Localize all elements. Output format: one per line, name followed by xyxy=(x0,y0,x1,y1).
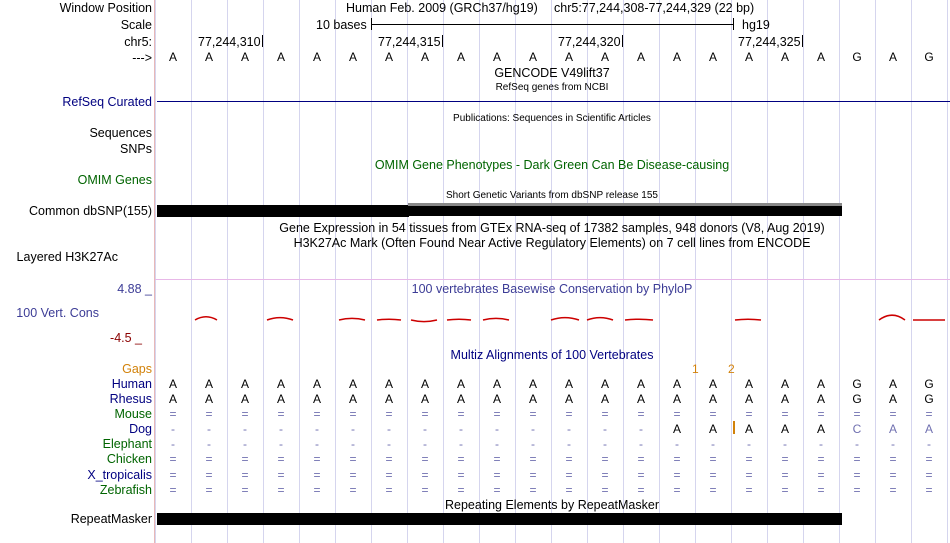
alignment-base: A xyxy=(780,422,789,436)
alignment-base: - xyxy=(567,437,571,451)
alignment-base: = xyxy=(889,468,897,482)
base-letter[interactable]: A xyxy=(348,50,357,64)
alignment-base: - xyxy=(495,422,499,436)
scale-bar xyxy=(371,24,734,25)
alignment-base: = xyxy=(385,407,393,421)
alignment-base: = xyxy=(385,483,393,497)
alignment-base: = xyxy=(745,483,753,497)
alignment-base: = xyxy=(421,452,429,466)
conservation-segment xyxy=(735,319,761,320)
alignment-base: = xyxy=(673,468,681,482)
species-label[interactable]: Zebrafish xyxy=(99,483,152,497)
alignment-base: = xyxy=(601,483,609,497)
alignment-base: = xyxy=(349,468,357,482)
alignment-base: - xyxy=(567,422,571,436)
alignment-base: A xyxy=(816,392,825,406)
alignment-base: A xyxy=(528,392,537,406)
coordinate-label: 77,244,325 xyxy=(738,35,801,49)
alignment-base: = xyxy=(709,407,717,421)
base-letter[interactable]: A xyxy=(456,50,465,64)
alignment-base: = xyxy=(745,407,753,421)
alignment-base: - xyxy=(495,437,499,451)
track-label-conservation[interactable]: 100 Vert. Cons xyxy=(16,306,99,320)
track-label-gaps[interactable]: Gaps xyxy=(122,362,152,376)
track-label-dbsnp[interactable]: Common dbSNP(155) xyxy=(29,204,152,218)
alignment-base: = xyxy=(421,407,429,421)
alignment-base: A xyxy=(672,377,681,391)
base-letter[interactable]: A xyxy=(168,50,177,64)
alignment-base: = xyxy=(889,407,897,421)
alignment-base: A xyxy=(888,422,897,436)
alignment-base: = xyxy=(349,452,357,466)
alignment-base: = xyxy=(745,452,753,466)
alignment-base: - xyxy=(351,422,355,436)
alignment-base: = xyxy=(781,452,789,466)
base-letter[interactable]: A xyxy=(276,50,285,64)
alignment-base: = xyxy=(169,407,177,421)
conservation-segment xyxy=(411,320,437,322)
h3k27ac-title[interactable]: H3K27Ac Mark (Often Found Near Active Regulatory Elements) on 7 cell lines from ENCODE xyxy=(293,236,811,250)
track-label-sequences[interactable]: Sequences xyxy=(89,126,152,140)
repeatmasker-feature-bar[interactable] xyxy=(157,513,842,525)
conservation-segment xyxy=(483,318,509,320)
coordinate-tick xyxy=(622,35,623,47)
alignment-base: = xyxy=(205,407,213,421)
alignment-base: - xyxy=(387,422,391,436)
alignment-base: = xyxy=(241,407,249,421)
conservation-segment xyxy=(195,317,217,320)
track-label-h3k27ac[interactable]: Layered H3K27Ac xyxy=(16,250,118,264)
alignment-base: = xyxy=(889,483,897,497)
alignment-base: = xyxy=(637,468,645,482)
alignment-base: = xyxy=(565,452,573,466)
conservation-segment xyxy=(879,315,905,320)
alignment-base: - xyxy=(459,437,463,451)
assembly-text: Human Feb. 2009 (GRCh37/hg19) xyxy=(346,1,538,15)
alignment-base: A xyxy=(204,392,213,406)
species-label[interactable]: Chicken xyxy=(106,452,152,466)
alignment-base: = xyxy=(205,468,213,482)
track-label-omim[interactable]: OMIM Genes xyxy=(77,173,152,187)
alignment-base: = xyxy=(709,452,717,466)
alignment-base: A xyxy=(708,422,717,436)
base-letter[interactable]: A xyxy=(564,50,573,64)
alignment-base: = xyxy=(853,452,861,466)
alignment-base: = xyxy=(565,407,573,421)
alignment-base: = xyxy=(637,452,645,466)
publications-title[interactable]: Publications: Sequences in Scientific Articles xyxy=(453,113,651,124)
alignment-base: A xyxy=(276,392,285,406)
alignment-base: = xyxy=(565,483,573,497)
alignment-base: = xyxy=(781,468,789,482)
alignment-base: A xyxy=(816,422,825,436)
alignment-base: G xyxy=(924,392,934,406)
alignment-base: = xyxy=(169,452,177,466)
alignment-base: = xyxy=(169,468,177,482)
alignment-base: - xyxy=(639,437,643,451)
base-letter[interactable]: A xyxy=(312,50,321,64)
alignment-base: = xyxy=(529,483,537,497)
base-guide-line xyxy=(947,0,948,543)
alignment-base: = xyxy=(529,468,537,482)
alignment-base: = xyxy=(889,452,897,466)
base-letter[interactable]: A xyxy=(420,50,429,64)
base-letter[interactable]: A xyxy=(384,50,393,64)
alignment-base: = xyxy=(457,452,465,466)
alignment-base: A xyxy=(636,392,645,406)
alignment-base: = xyxy=(457,483,465,497)
alignment-base: - xyxy=(711,437,715,451)
alignment-base: A xyxy=(240,377,249,391)
alignment-base: A xyxy=(672,392,681,406)
alignment-base: = xyxy=(853,468,861,482)
alignment-base: A xyxy=(240,392,249,406)
alignment-base: = xyxy=(673,407,681,421)
alignment-base: = xyxy=(277,452,285,466)
alignment-base: A xyxy=(312,377,321,391)
alignment-base: = xyxy=(205,483,213,497)
alignment-base: = xyxy=(241,468,249,482)
alignment-base: A xyxy=(348,392,357,406)
dbsnp-feature-bar[interactable] xyxy=(157,205,409,217)
assembly-short: hg19 xyxy=(742,18,770,32)
alignment-base: A xyxy=(672,422,681,436)
alignment-base: A xyxy=(888,392,897,406)
alignment-base: = xyxy=(493,407,501,421)
conservation-wiggle[interactable] xyxy=(155,300,950,340)
alignment-base: = xyxy=(421,483,429,497)
coordinate-tick xyxy=(442,35,443,47)
alignment-base: = xyxy=(241,483,249,497)
base-letter[interactable]: G xyxy=(924,50,934,64)
alignment-base: A xyxy=(780,392,789,406)
alignment-base: = xyxy=(349,483,357,497)
omim-title[interactable]: OMIM Gene Phenotypes - Dark Green Can Be Disease-causing xyxy=(374,158,730,172)
base-letter[interactable]: A xyxy=(492,50,501,64)
conservation-segment xyxy=(587,318,613,320)
alignment-base: - xyxy=(315,437,319,451)
alignment-base: = xyxy=(925,452,933,466)
alignment-base: = xyxy=(529,407,537,421)
alignment-base: A xyxy=(456,392,465,406)
alignment-base: - xyxy=(315,422,319,436)
alignment-base: G xyxy=(852,392,862,406)
alignment-base: = xyxy=(169,483,177,497)
alignment-base: - xyxy=(855,437,859,451)
alignment-base: = xyxy=(925,407,933,421)
repeat-title[interactable]: Repeating Elements by RepeatMasker xyxy=(444,498,660,512)
gap-mark: 2 xyxy=(728,362,735,376)
alignment-base: - xyxy=(171,437,175,451)
alignment-base: A xyxy=(708,377,717,391)
alignment-base: A xyxy=(744,392,753,406)
alignment-base: - xyxy=(783,437,787,451)
alignment-base: = xyxy=(385,452,393,466)
base-letter[interactable]: A xyxy=(600,50,609,64)
alignment-base: = xyxy=(817,468,825,482)
alignment-base: = xyxy=(493,483,501,497)
coordinate-tick xyxy=(802,35,803,47)
species-label[interactable]: Elephant xyxy=(102,437,152,451)
alignment-base: = xyxy=(817,452,825,466)
alignment-base: = xyxy=(457,468,465,482)
alignment-base: - xyxy=(747,437,751,451)
alignment-base: = xyxy=(349,407,357,421)
base-letter[interactable]: A xyxy=(816,50,825,64)
alignment-base: A xyxy=(600,392,609,406)
alignment-base: G xyxy=(924,377,934,391)
alignment-base: - xyxy=(603,422,607,436)
cons-max-value: 4.88 _ xyxy=(117,282,152,296)
alignment-base: - xyxy=(891,437,895,451)
alignment-base: A xyxy=(744,422,753,436)
alignment-base: = xyxy=(457,407,465,421)
alignment-base: A xyxy=(888,377,897,391)
alignment-base: A xyxy=(456,377,465,391)
alignment-base: A xyxy=(168,392,177,406)
alignment-base: = xyxy=(313,468,321,482)
alignment-base: = xyxy=(709,468,717,482)
dbsnp-title[interactable]: Short Genetic Variants from dbSNP release 155 xyxy=(446,190,658,201)
alignment-base: = xyxy=(781,407,789,421)
track-label-refseq[interactable]: RefSeq Curated xyxy=(62,95,152,109)
alignment-base: = xyxy=(205,452,213,466)
alignment-base: = xyxy=(493,452,501,466)
track-label-snps[interactable]: SNPs xyxy=(120,142,152,156)
cons-min-value: -4.5 _ xyxy=(110,331,142,345)
alignment-base: - xyxy=(243,437,247,451)
alignment-base: A xyxy=(492,392,501,406)
alignment-base: = xyxy=(673,452,681,466)
alignment-base: = xyxy=(421,468,429,482)
alignment-base: - xyxy=(423,422,427,436)
alignment-base: - xyxy=(819,437,823,451)
alignment-base: = xyxy=(277,407,285,421)
refseq-subtitle[interactable]: RefSeq genes from NCBI xyxy=(495,82,609,93)
alignment-base: C xyxy=(852,422,862,436)
conservation-segment xyxy=(551,318,579,320)
gap-mark: 1 xyxy=(692,362,699,376)
alignment-base: = xyxy=(493,468,501,482)
alignment-base: A xyxy=(312,392,321,406)
dbsnp-feature-bar[interactable] xyxy=(408,206,842,216)
alignment-base: = xyxy=(853,407,861,421)
base-letter[interactable]: G xyxy=(852,50,862,64)
track-label-repeatmasker[interactable]: RepeatMasker xyxy=(70,512,152,526)
alignment-base: A xyxy=(636,377,645,391)
scale-label: Scale xyxy=(120,18,152,32)
conservation-segment xyxy=(377,319,401,320)
alignment-base: - xyxy=(207,422,211,436)
alignment-base: = xyxy=(241,452,249,466)
window-position-label: Window Position xyxy=(59,1,152,15)
alignment-base: = xyxy=(601,407,609,421)
scale-text: 10 bases xyxy=(316,18,367,32)
alignment-base: = xyxy=(277,483,285,497)
alignment-base: = xyxy=(313,407,321,421)
alignment-base: A xyxy=(564,377,573,391)
alignment-base: = xyxy=(313,452,321,466)
alignment-base: A xyxy=(924,422,933,436)
species-label[interactable]: Rhesus xyxy=(109,392,152,406)
alignment-base: - xyxy=(531,437,535,451)
alignment-base: = xyxy=(781,483,789,497)
alignment-base: - xyxy=(423,437,427,451)
refseq-track-line xyxy=(157,101,950,102)
alignment-base: A xyxy=(384,392,393,406)
track-separator xyxy=(155,279,950,280)
alignment-base: A xyxy=(744,377,753,391)
insertion-marker xyxy=(733,421,735,434)
base-letter[interactable]: A xyxy=(744,50,753,64)
alignment-base: = xyxy=(853,483,861,497)
alignment-base: - xyxy=(675,437,679,451)
alignment-base: = xyxy=(637,407,645,421)
alignment-base: A xyxy=(276,377,285,391)
gtex-title[interactable]: Gene Expression in 54 tissues from GTEx RNA-seq of 17382 samples, 948 donors (V8, Aug 2019) xyxy=(279,221,825,235)
alignment-base: A xyxy=(204,377,213,391)
alignment-base: A xyxy=(168,377,177,391)
alignment-base: = xyxy=(565,468,573,482)
alignment-base: = xyxy=(277,468,285,482)
species-label[interactable]: Human xyxy=(111,377,152,391)
conservation-segment xyxy=(339,318,365,320)
base-letter[interactable]: A xyxy=(204,50,213,64)
alignment-base: G xyxy=(852,377,862,391)
alignment-base: = xyxy=(817,483,825,497)
position-text: chr5:77,244,308-77,244,329 (22 bp) xyxy=(554,1,755,15)
conservation-segment xyxy=(447,319,471,320)
cons-title[interactable]: 100 vertebrates Basewise Conservation by PhyloP xyxy=(411,282,693,296)
alignment-base: A xyxy=(816,377,825,391)
alignment-base: - xyxy=(351,437,355,451)
alignment-base: = xyxy=(313,483,321,497)
alignment-base: = xyxy=(745,468,753,482)
coordinate-label: 77,244,310 xyxy=(198,35,261,49)
alignment-base: = xyxy=(925,483,933,497)
alignment-base: - xyxy=(459,422,463,436)
base-letter[interactable]: A xyxy=(240,50,249,64)
alignment-base: = xyxy=(601,468,609,482)
alignment-base: A xyxy=(564,392,573,406)
species-label[interactable]: X_tropicalis xyxy=(87,468,152,482)
alignment-base: = xyxy=(817,407,825,421)
scale-bar-right-tick xyxy=(733,18,734,30)
alignment-base: = xyxy=(673,483,681,497)
species-label[interactable]: Mouse xyxy=(114,407,152,421)
alignment-base: = xyxy=(709,483,717,497)
coordinate-tick xyxy=(262,35,263,47)
alignment-base: - xyxy=(171,422,175,436)
alignment-base: - xyxy=(927,437,931,451)
species-label[interactable]: Dog xyxy=(129,422,152,436)
alignment-base: A xyxy=(420,392,429,406)
alignment-base: = xyxy=(385,468,393,482)
alignment-base: - xyxy=(639,422,643,436)
alignment-base: A xyxy=(348,377,357,391)
alignment-base: - xyxy=(207,437,211,451)
chr-label: chr5: xyxy=(124,35,152,49)
alignment-base: A xyxy=(528,377,537,391)
base-letter[interactable]: A xyxy=(780,50,789,64)
coordinate-label: 77,244,315 xyxy=(378,35,441,49)
coordinate-label: 77,244,320 xyxy=(558,35,621,49)
alignment-base: A xyxy=(420,377,429,391)
alignment-base: A xyxy=(492,377,501,391)
alignment-base: A xyxy=(600,377,609,391)
alignment-base: = xyxy=(601,452,609,466)
alignment-base: A xyxy=(384,377,393,391)
strand-label: ---> xyxy=(132,51,152,65)
alignment-base: = xyxy=(529,452,537,466)
alignment-base: A xyxy=(780,377,789,391)
conservation-segment xyxy=(625,319,653,320)
base-letter[interactable]: A xyxy=(636,50,645,64)
base-letter[interactable]: A xyxy=(672,50,681,64)
alignment-base: - xyxy=(279,437,283,451)
base-letter[interactable]: A xyxy=(708,50,717,64)
alignment-base: - xyxy=(279,422,283,436)
multiz-title[interactable]: Multiz Alignments of 100 Vertebrates xyxy=(450,348,654,362)
alignment-base: = xyxy=(925,468,933,482)
alignment-base: - xyxy=(531,422,535,436)
alignment-base: A xyxy=(708,392,717,406)
conservation-segment xyxy=(267,318,293,320)
alignment-base: - xyxy=(603,437,607,451)
gencode-title[interactable]: GENCODE V49lift37 xyxy=(494,66,610,80)
alignment-base: - xyxy=(387,437,391,451)
alignment-base: - xyxy=(243,422,247,436)
alignment-base: = xyxy=(637,483,645,497)
base-letter[interactable]: A xyxy=(888,50,897,64)
base-letter[interactable]: A xyxy=(528,50,537,64)
